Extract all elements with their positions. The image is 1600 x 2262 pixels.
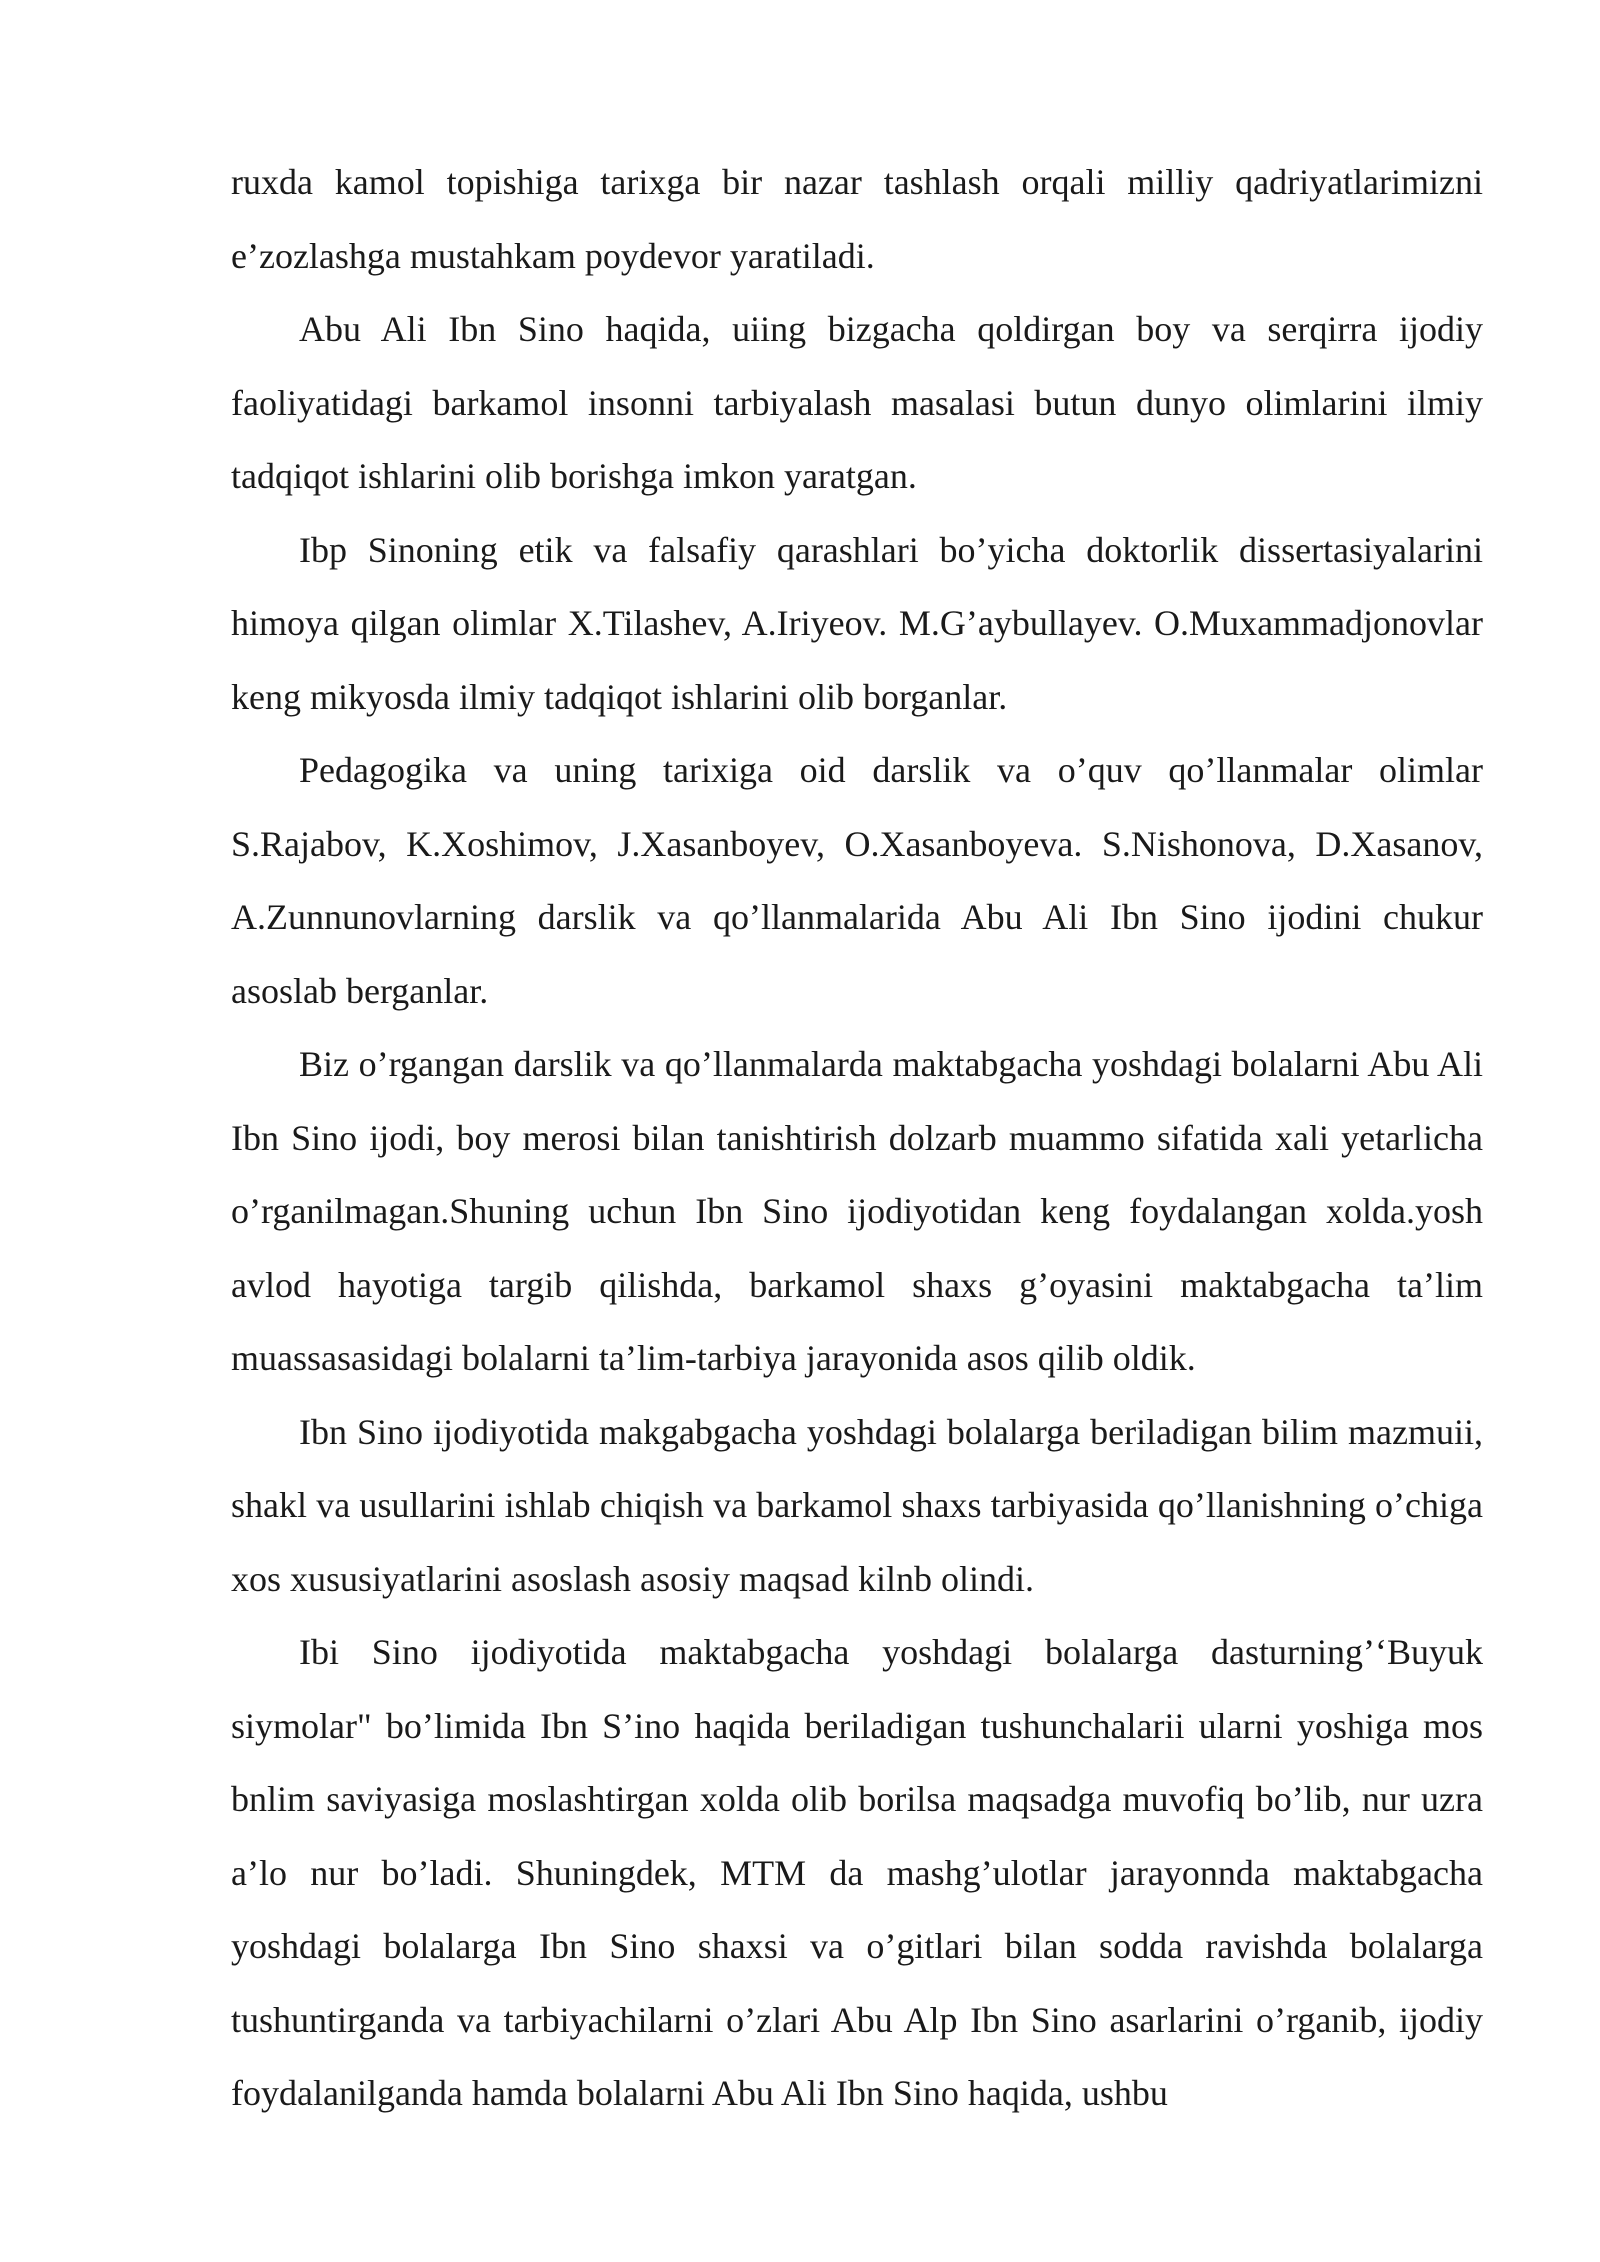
document-body [231,146,1483,2131]
paragraph-continuation: ruxda kamol topishiga tarixga bir nazar tashlash orqali milliy qadriyatlarimizni e’zozlashga mustahkam poydevor yaratiladi. [231,162,1483,276]
paragraph-ibn-sino-study: Abu Ali Ibn Sino haqida, uiing bizgacha qoldirgan boy va serqirra ijodiy faoliyatidagi barkamol insonni tarbiyalash masalasi butun dunyo olimlarini ilmiy tadqiqot ishlarini olib borishga imkon yaratgan. [231,309,1483,496]
paragraph-great-figures: Ibi Sino ijodiyotida maktabgacha yoshdagi bolalarga dasturning’‘Buyuk siymolar" bo’limida Ibn S’ino haqida beriladigan tushunchalarii ularni yoshiga mos bnlim saviyasiga moslashtirgan xolda olib borilsa maqsadga muvofiq bo’lib, nur uzra a’lo nur bo’ladi. Shuningdek, MTM da mashg’ulotlar jarayonnda maktabgacha yoshdagi bolalarga Ibn Sino shaxsi va o’gitlari bilan sodda ravishda bolalarga tushuntirganda va tarbiyachilarni o’zlari Abu Alp Ibn Sino asarlarini o’rganib, ijodiy foydalanilganda hamda bolalarni Abu Ali Ibn Sino haqida, ushbu [231,1632,1483,2113]
paragraph-preschool-relevance: Biz o’rgangan darslik va qo’llanmalarda maktabgacha yoshdagi bolalarni Abu Ali Ibn Sino ijodi, boy merosi bilan tanishtirish dolzarb muammo sifatida xali yetarlicha o’rganilmagan.Shuning uchun Ibn Sino ijodiyotidan keng foydalangan xolda.yosh avlod hayotiga targib qilishda, barkamol shaxs g’oyasini maktabgacha ta’lim muassasasidagi bolalarni ta’lim-tarbiya jarayonida asos qilib oldik. [231,1044,1483,1378]
paragraph-dissertations: Ibp Sinoning etik va falsafiy qarashlari bo’yicha doktorlik dissertasiyalarini himoya qilgan olimlar X.Tilashev, A.Iriyeov. M.G’aybullayev. O.Muxammadjonovlar keng mikyosda ilmiy tadqiqot ishlarini olib borganlar. [231,529,1483,717]
paragraph-main-goal: Ibn Sino ijodiyotida makgabgacha yoshdagi bolalarga beriladigan bilim mazmuii, shakl va usullarini ishlab chiqish va barkamol shaxs tarbiyasida qo’llanishning o’chiga xos xususiyatlarini asoslash asosiy maqsad kilnb olindi. [231,1411,1483,1599]
paragraph-textbooks: Pedagogika va uning tarixiga oid darslik va o’quv qo’llanmalar olimlar S.Rajabov, K.Xoshimov, J.Xasanboyev, O.Xasanboyeva. S.Nishonova, D.Xasanov, A.Zunnunovlarning darslik va qo’llanmalarida Abu Ali Ibn Sino ijodini chukur asoslab berganlar. [231,750,1483,1011]
